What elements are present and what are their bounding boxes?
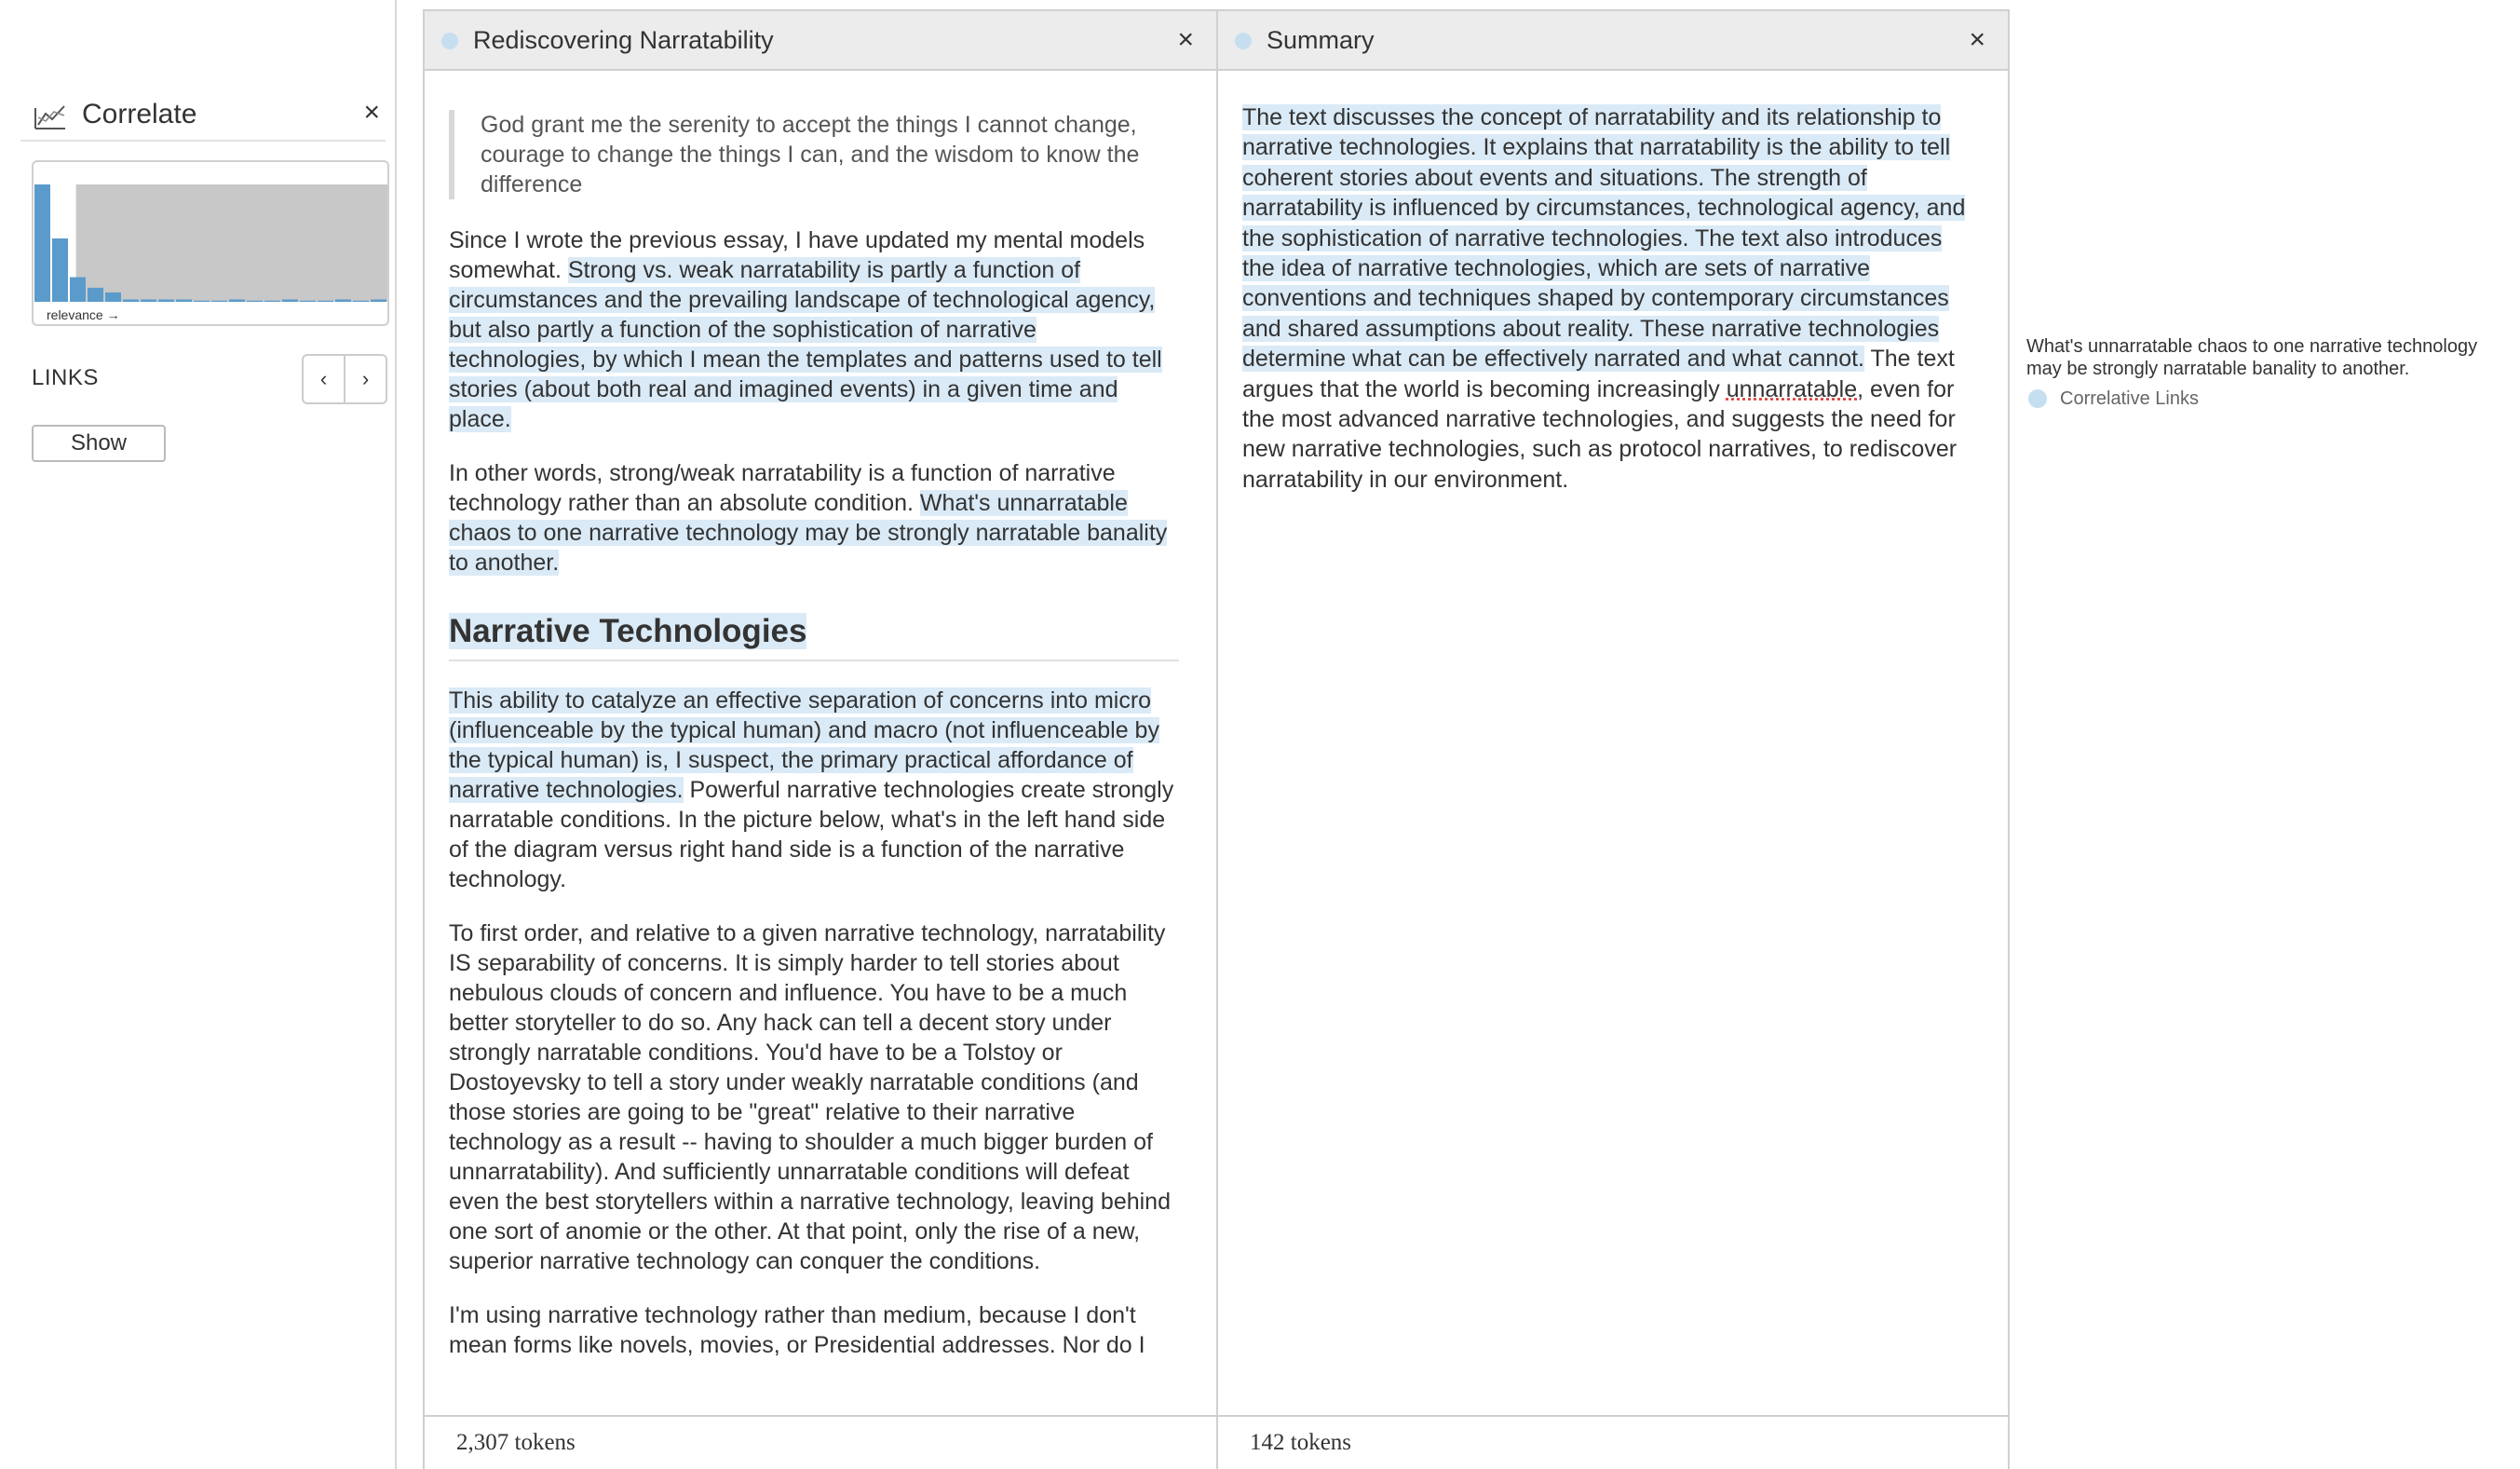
summary-passage: The text argues that the world is becoming increasingly bbox=[1242, 346, 1955, 402]
document-footer bbox=[425, 1415, 1216, 1469]
paragraph-text: Powerful narrative technologies create strongly narratable conditions. In the picture below, what's in the left hand side of the diagram versus right hand side is a function of the narrative technology. bbox=[449, 777, 1174, 892]
summary-passage[interactable]: The text discusses the concept of narratability and its relationship to narrative technologies. It explains that narratability is the ability to tell coherent stories about events and situations. The strength of narratability is influenced by circumstances, technological agency, and the sophistication of narrative technologies. The text also introduces the idea of narrative technologies, which are sets of narrative conventions and techniques shaped by contemporary circumstances and shared assumptions about reality. bbox=[1242, 104, 1966, 342]
histogram-bar bbox=[211, 301, 227, 302]
summary-body[interactable] bbox=[1218, 71, 2008, 1417]
histogram-bar bbox=[247, 301, 263, 302]
links-pager bbox=[302, 354, 387, 404]
histogram-bar bbox=[34, 184, 50, 302]
histogram-bar bbox=[105, 292, 121, 302]
histogram-bar bbox=[52, 238, 68, 302]
histogram-bar bbox=[300, 301, 316, 302]
line-chart-icon bbox=[34, 102, 67, 130]
legend-label: Correlative Links bbox=[2060, 388, 2199, 409]
links-prev-button[interactable]: ‹ bbox=[304, 356, 345, 402]
summary-panel bbox=[1216, 9, 2010, 1469]
highlighted-heading[interactable]: Narrative Technologies bbox=[449, 613, 807, 649]
histogram-range-shade bbox=[76, 184, 387, 302]
token-count: 142 tokens bbox=[1250, 1430, 1352, 1455]
highlighted-passage[interactable]: Strong vs. weak narratability is partly a function of circumstances and the prevailing landscape of technological agency, but also partly a function of the sophistication of narrative technologies, by which I mean the templates and patterns used to tell stories (about both real and imagined events) in a given time and place. bbox=[449, 257, 1162, 432]
summary-close-button[interactable]: × bbox=[1969, 24, 1985, 55]
document-title: Rediscovering Narratability bbox=[473, 26, 774, 54]
histogram-bar bbox=[229, 299, 245, 302]
sidebar-close-button[interactable]: × bbox=[363, 97, 380, 128]
histogram-bar bbox=[123, 299, 139, 302]
histogram-bar bbox=[353, 301, 369, 302]
paragraph bbox=[449, 458, 1179, 578]
sidebar-header bbox=[20, 93, 386, 142]
links-label: LINKS bbox=[32, 365, 99, 390]
paragraph-text: In other words, strong/weak narratability is a function of narrative technology rather than an absolute condition. bbox=[449, 460, 1116, 516]
histogram-bar bbox=[318, 301, 333, 302]
paragraph: To first order, and relative to a given narrative technology, narratability IS separability of concerns. It is simply harder to tell stories about nebulous clouds of concern and influence. You have to be a much better storyteller to do so. Any hack can tell a decent story under strongly narratable conditions. You'd have to be a Tolstoy or Dostoyevsky to tell a story under weakly narratable conditions (and those stories are going to be "great" relative to their narrative technology as a result -- having to shoulder a much bigger burden of unnarratability). And sufficiently unnarratable conditions will defeat even the best storytellers within a narrative technology, leaving behind one sort of anomie or the other. At that point, only the rise of a new, superior narrative technology can conquer the conditions. bbox=[449, 920, 1171, 1274]
document-close-button[interactable]: × bbox=[1177, 24, 1194, 55]
show-button[interactable]: Show bbox=[32, 425, 166, 462]
sidebar-title: Correlate bbox=[82, 99, 197, 129]
histogram-bar bbox=[371, 299, 386, 302]
histogram-chart bbox=[34, 162, 387, 324]
histogram-bar bbox=[264, 301, 280, 302]
panel-color-dot bbox=[441, 33, 458, 49]
summary-panel-header bbox=[1218, 9, 2008, 71]
summary-text bbox=[1218, 71, 2008, 495]
epigraph-quote: God grant me the serenity to accept the things I cannot change, courage to change the things I can, and the wisdom to know the difference bbox=[449, 110, 1179, 199]
spellcheck-word[interactable]: unnarratable bbox=[1726, 375, 1858, 402]
highlighted-passage[interactable]: What's unnarratable chaos to one narrative technology may be strongly narratable banality to another. bbox=[449, 490, 1168, 576]
token-count: 2,307 tokens bbox=[456, 1430, 576, 1455]
summary-title: Summary bbox=[1267, 26, 1375, 54]
summary-passage: , even for the most advanced narrative technologies, and suggests the need for new narrative technologies, such as protocol narratives, to rediscover narratability in our environment. bbox=[1242, 375, 1958, 493]
histogram-bar bbox=[70, 278, 86, 302]
legend-dot bbox=[2028, 389, 2047, 408]
document-body[interactable] bbox=[425, 71, 1216, 1417]
paragraph bbox=[449, 225, 1179, 434]
highlighted-passage[interactable]: These narrative technologies determine what can be effectively narrated and what cannot. bbox=[1242, 315, 1940, 373]
highlighted-passage[interactable]: This ability to catalyze an effective separation of concerns into micro (influenceable by the typical human) and macro (not influenceable by the typical human) is, I suspect, the primary practical affordance of narrative technologies. bbox=[449, 687, 1159, 803]
histogram-bar bbox=[141, 299, 156, 302]
paragraph-text: Since I wrote the previous essay, I have updated my mental models somewhat. bbox=[449, 227, 1145, 283]
annotation-legend[interactable] bbox=[2026, 388, 2492, 410]
histogram-bar bbox=[88, 288, 103, 302]
annotation-text: What's unnarratable chaos to one narrative technology may be strongly narratable banality to another. bbox=[2026, 336, 2478, 379]
correlation-annotation bbox=[2026, 335, 2492, 410]
relevance-histogram[interactable] bbox=[32, 160, 389, 326]
document-panel bbox=[423, 9, 1218, 1469]
histogram-bar bbox=[194, 301, 210, 302]
section-heading bbox=[449, 613, 1179, 661]
histogram-bar bbox=[176, 299, 192, 302]
correlate-sidebar bbox=[0, 0, 397, 1469]
paragraph: I'm using narrative technology rather than medium, because I don't mean forms like novels, movies, or Presidential addresses. Nor do I bbox=[449, 1302, 1145, 1358]
histogram-bar bbox=[335, 299, 351, 302]
histogram-bar bbox=[282, 299, 298, 302]
panel-color-dot bbox=[1235, 33, 1252, 49]
document-panel-header bbox=[425, 9, 1216, 71]
links-next-button[interactable]: › bbox=[361, 367, 370, 390]
histogram-bar bbox=[158, 299, 174, 302]
relevance-axis-label: relevance → bbox=[47, 307, 120, 322]
paragraph bbox=[449, 686, 1179, 894]
summary-footer bbox=[1218, 1415, 2008, 1469]
